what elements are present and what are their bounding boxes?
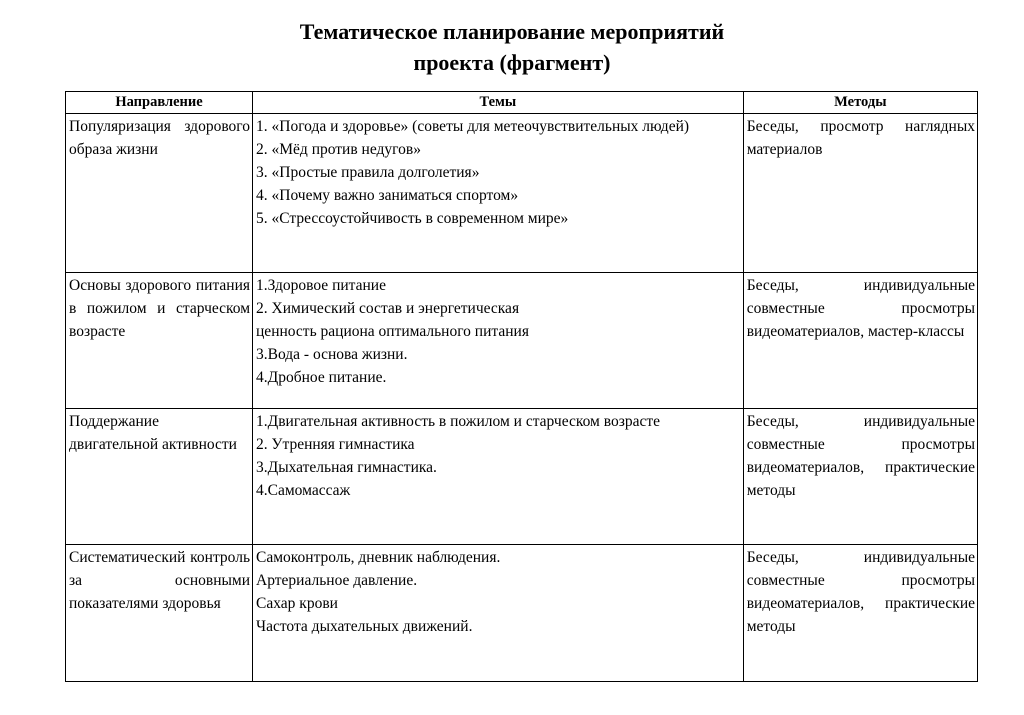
header-direction: Направление [66, 92, 253, 114]
table-row [66, 545, 978, 682]
cell-topics [253, 273, 744, 409]
topic-item: ценность рациона оптимального питания [256, 323, 529, 340]
topic-item: 4.Дробное питание. [256, 369, 387, 386]
cell-topics [253, 545, 744, 682]
topic-item: 2. Химический состав и энергетическая [256, 300, 520, 317]
header-topics: Темы [253, 92, 744, 114]
cell-topics [253, 409, 744, 545]
cell-direction: Популяризация здорового образа жизни [66, 114, 253, 273]
table-row [66, 114, 978, 273]
topic-item: 1.Здоровое питание [256, 277, 386, 294]
header-methods: Методы [743, 92, 977, 114]
table-header-row [66, 92, 978, 114]
cell-direction: Систематический контроль за основными показателями здоровья [66, 545, 253, 682]
topic-item: 3.Вода - основа жизни. [256, 346, 408, 363]
table-row [66, 273, 978, 409]
topic-item: 3. «Простые правила долголетия» [256, 164, 480, 181]
table-row [66, 409, 978, 545]
topic-item: 4. «Почему важно заниматься спортом» [256, 187, 519, 204]
topic-item: 1. «Погода и здоровье» (советы для метеочувствительных людей) [256, 118, 690, 135]
topic-item: 1.Двигательная активность в пожилом и старческом возрасте [256, 413, 660, 430]
planning-table [65, 91, 978, 682]
title-line-1: Тематическое планирование мероприятий [299, 19, 725, 44]
title-line-2: проекта (фрагмент) [413, 50, 611, 75]
topic-item: 4.Самомассаж [256, 482, 351, 499]
topic-item: Частота дыхательных движений. [256, 618, 473, 635]
cell-methods: Беседы, индивидуальные совместные просмотры видеоматериалов, практические методы [743, 545, 977, 682]
topic-item: Артериальное давление. [256, 572, 418, 589]
cell-methods: Беседы, индивидуальные совместные просмотры видеоматериалов, мастер-классы [743, 273, 977, 409]
cell-methods: Беседы, индивидуальные совместные просмотры видеоматериалов, практические методы [743, 409, 977, 545]
document-title [0, 16, 1024, 78]
topic-item: 2. Утренняя гимнастика [256, 436, 415, 453]
topic-item: 5. «Стрессоустойчивость в современном мире» [256, 210, 569, 227]
cell-topics [253, 114, 744, 273]
topic-item: Сахар крови [256, 595, 338, 612]
topic-item: 3.Дыхательная гимнастика. [256, 459, 437, 476]
cell-direction: Поддержание двигательной активности [66, 409, 253, 545]
cell-methods: Беседы, просмотр наглядных материалов [743, 114, 977, 273]
topic-item: Самоконтроль, дневник наблюдения. [256, 549, 501, 566]
cell-direction: Основы здорового питания в пожилом и старческом возрасте [66, 273, 253, 409]
topic-item: 2. «Мёд против недугов» [256, 141, 421, 158]
